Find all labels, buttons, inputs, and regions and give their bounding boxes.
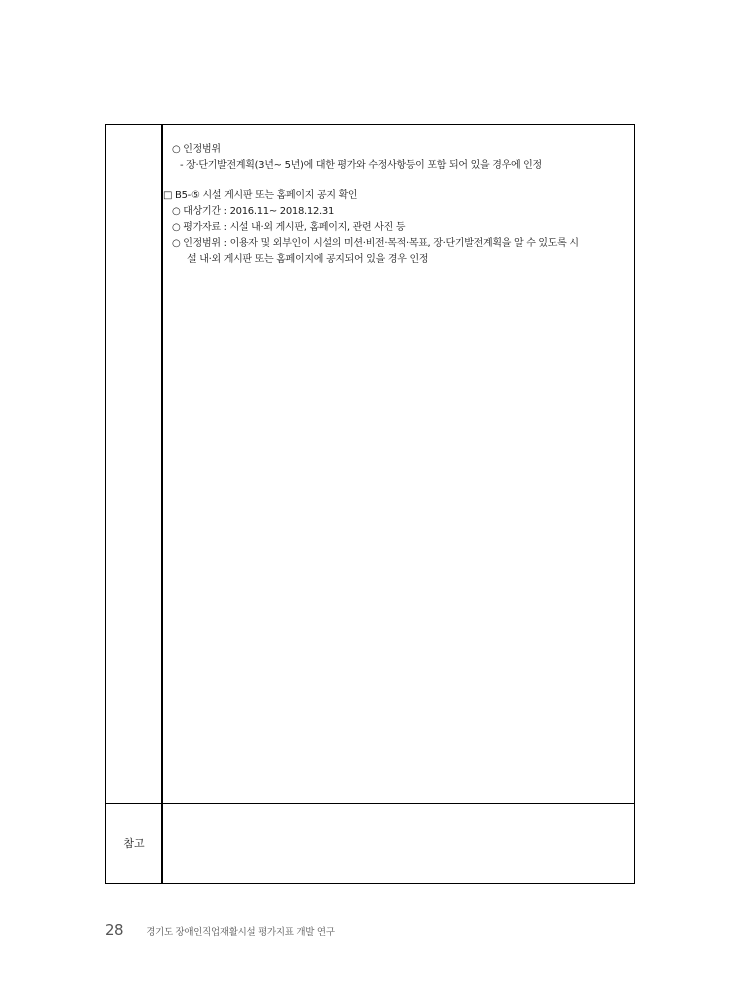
item-title: □ B5-⑤ 시설 게시판 또는 홈페이지 공지 확인: [163, 190, 358, 201]
spacer: [163, 174, 631, 188]
period-line: ○ 대상기간 : 2016.11~ 2018.12.31: [172, 206, 335, 217]
page-number: 28: [105, 921, 124, 939]
running-title: 경기도 장애인직업재활시설 평가지표 개발 연구: [146, 927, 335, 938]
materials-line: ○ 평가자료 : 시설 내·외 게시판, 홈페이지, 관련 사진 등: [172, 222, 406, 233]
scope-detail: - 장·단기발전계획(3년~ 5년)에 대한 평가와 수정사항등이 포함 되어 있을 경우에 인정: [180, 160, 542, 171]
reference-label: 참고: [123, 837, 145, 850]
scope-heading: ○ 인정범위: [172, 144, 221, 155]
criteria-line-2: 설 내·외 게시판 또는 홈페이지에 공지되어 있을 경우 인정: [187, 254, 429, 265]
criteria-line-1: ○ 인정범위 : 이용자 및 외부인이 시설의 미션·비전·목적·목표, 장·단기발전계획을 알 수 있도록 시: [172, 238, 579, 249]
table-content-cell: [163, 142, 631, 268]
page-footer: [105, 920, 335, 940]
table-row-divider: [105, 803, 635, 804]
